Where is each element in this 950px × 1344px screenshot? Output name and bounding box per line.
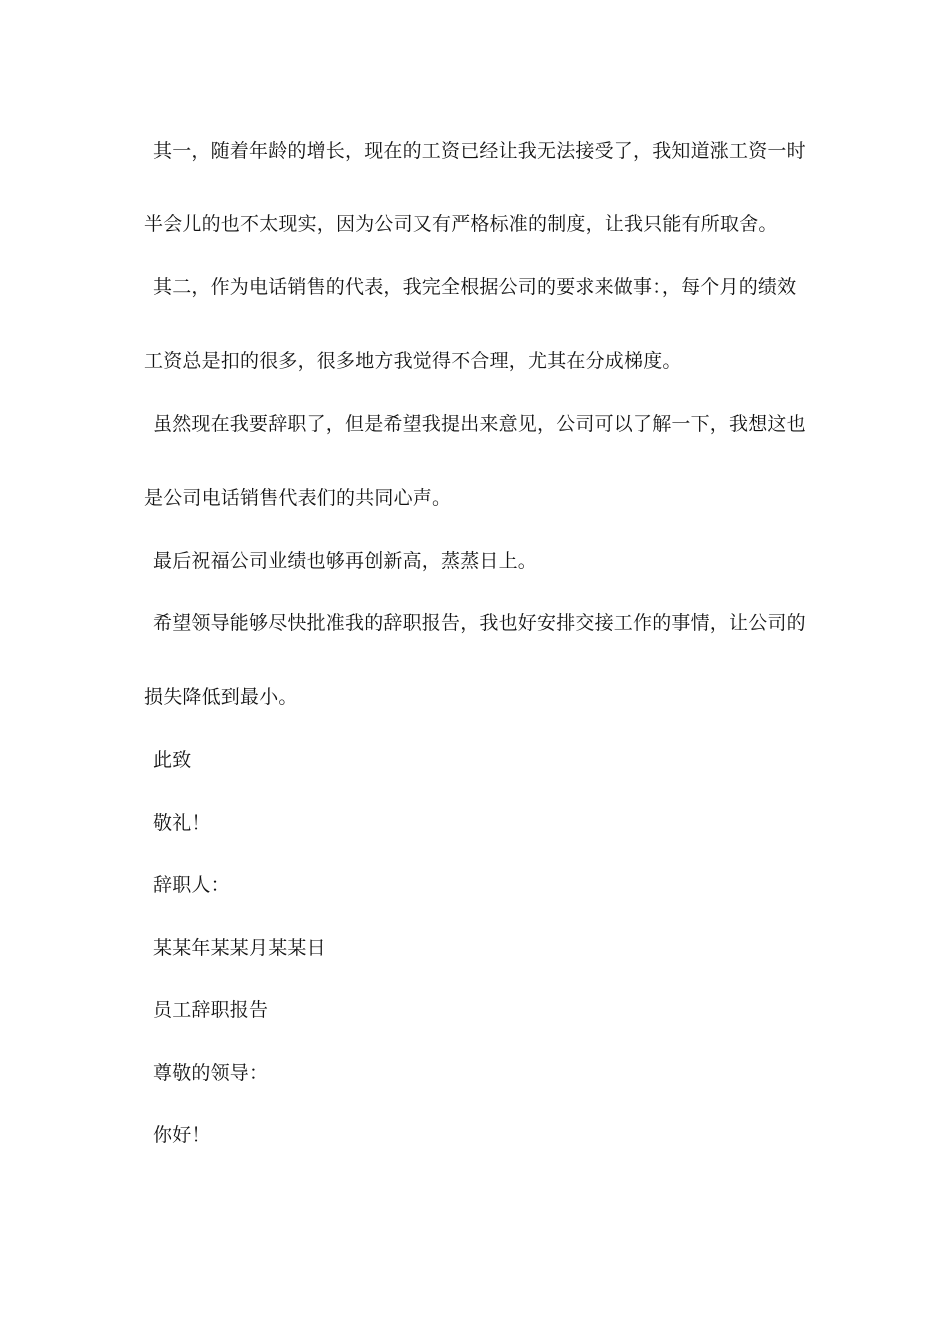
paragraph-request-line-2: 损失降低到最小。 bbox=[144, 686, 298, 708]
paragraph-blessing: 最后祝福公司业绩也够再创新高，蒸蒸日上。 bbox=[153, 550, 538, 572]
signature-label: 辞职人： bbox=[153, 874, 230, 896]
next-letter-greeting: 你好！ bbox=[153, 1124, 211, 1146]
paragraph-reason-two-line-1: 其二，作为电话销售的代表，我完全根据公司的要求来做事：，每个月的绩效 bbox=[153, 276, 797, 298]
next-letter-salutation: 尊敬的领导： bbox=[153, 1062, 269, 1084]
paragraph-suggestion-line-2: 是公司电话销售代表们的共同心声。 bbox=[144, 487, 452, 509]
paragraph-request-line-1: 希望领导能够尽快批准我的辞职报告，我也好安排交接工作的事情，让公司的 bbox=[153, 612, 806, 634]
closing-zhici: 此致 bbox=[153, 749, 192, 771]
closing-jingli: 敬礼！ bbox=[153, 812, 211, 834]
paragraph-suggestion-line-1: 虽然现在我要辞职了，但是希望我提出来意见，公司可以了解一下，我想这也 bbox=[153, 413, 806, 435]
signature-date: 某某年某某月某某日 bbox=[153, 937, 326, 959]
paragraph-reason-one-line-2: 半会儿的也不太现实，因为公司又有严格标准的制度，让我只能有所取舍。 bbox=[144, 213, 778, 235]
next-letter-title: 员工辞职报告 bbox=[153, 999, 269, 1021]
paragraph-reason-one-line-1: 其一，随着年龄的增长，现在的工资已经让我无法接受了，我知道涨工资一时 bbox=[153, 140, 806, 162]
paragraph-reason-two-line-2: 工资总是扣的很多，很多地方我觉得不合理，尤其在分成梯度。 bbox=[144, 350, 682, 372]
